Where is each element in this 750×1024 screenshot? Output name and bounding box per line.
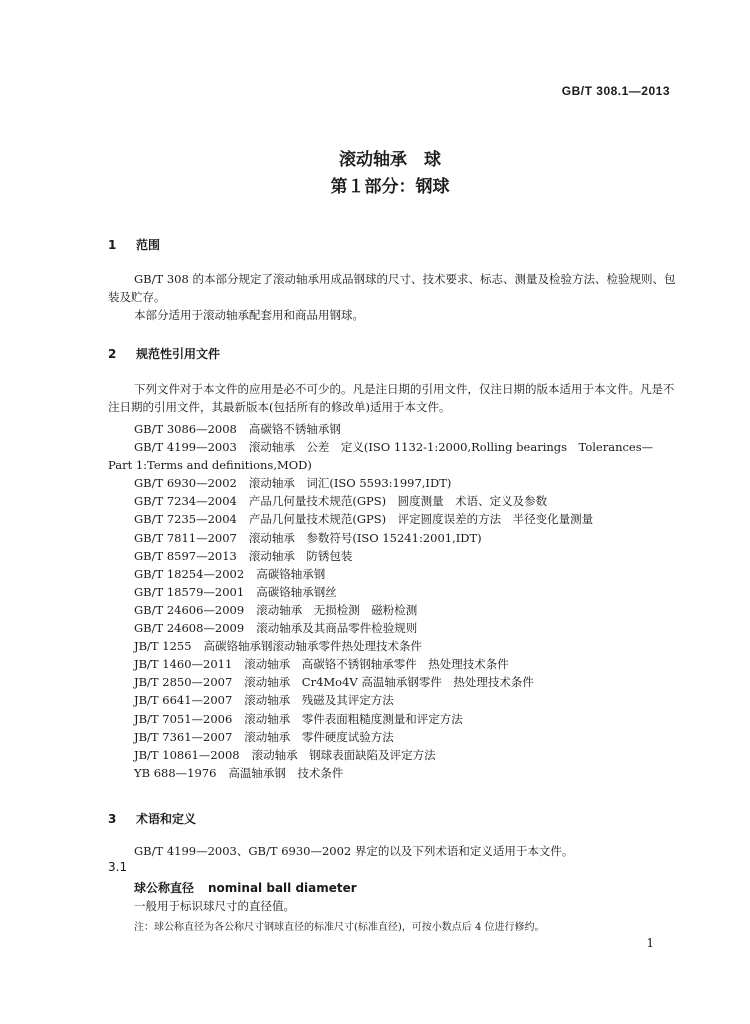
reference-title: 滚动轴承 防锈包装 xyxy=(248,548,353,563)
reference-code: GB/T 18254—2002 xyxy=(134,566,245,581)
reference-item xyxy=(108,529,682,547)
term-heading xyxy=(134,879,357,896)
section-1-paragraph-2: 本部分适用于滚动轴承配套用和商品用钢球。 xyxy=(134,308,364,322)
document-subtitle: 第１部分：钢球 xyxy=(330,177,450,197)
section-title: 术语和定义 xyxy=(136,812,197,826)
reference-code: JB/T 2850—2007 xyxy=(134,675,233,690)
reference-item xyxy=(108,691,682,709)
reference-title: 高碳铬不锈轴承钢 xyxy=(248,422,341,436)
reference-item xyxy=(108,510,682,528)
standard-code: GB/T 308.1—2013 xyxy=(561,84,670,98)
reference-code: GB/T 8597—2013 xyxy=(134,548,237,563)
reference-code: GB/T 7235—2004 xyxy=(134,512,237,527)
reference-title: 滚动轴承 词汇(ISO 5593:1997,IDT) xyxy=(248,476,452,491)
reference-code: GB/T 24606—2009 xyxy=(134,602,245,617)
section-3-intro: GB/T 4199—2003、GB/T 6930—2002 界定的以及下列术语和定义适用于本文件。 xyxy=(134,844,574,858)
section-2-intro: 下列文件对于本文件的应用是必不可少的。凡是注日期的引用文件，仅注日期的版本适用于本文件。凡是不注日期的引用文件，其最新版本(包括所有的修改单)适用于本文件。 xyxy=(108,382,675,414)
reference-item xyxy=(108,673,682,691)
document-title: 滚动轴承 球 xyxy=(339,150,441,170)
reference-item xyxy=(108,764,682,782)
reference-item xyxy=(108,474,682,492)
normative-reference-list xyxy=(108,420,682,782)
reference-code: JB/T 1460—2011 xyxy=(134,657,233,672)
reference-code: GB/T 18579—2001 xyxy=(134,584,245,599)
reference-title: 产品几何量技术规范(GPS) 圆度测量 术语、定义及参数 xyxy=(248,494,548,509)
reference-item xyxy=(108,565,682,583)
reference-title: 滚动轴承 高碳铬不锈钢轴承零件 热处理技术条件 xyxy=(244,657,509,672)
term-definition: 一般用于标识球尺寸的直径值。 xyxy=(134,899,295,913)
reference-code: JB/T 10861—2008 xyxy=(134,747,240,762)
term-english: nominal ball diameter xyxy=(208,881,357,895)
reference-item xyxy=(108,746,682,764)
term-chinese: 球公称直径 xyxy=(134,881,195,895)
section-number: 3 xyxy=(108,812,117,826)
page-number: 1 xyxy=(646,936,654,950)
term-number: 3.1 xyxy=(108,860,128,874)
reference-title: 滚动轴承 Cr4Mo4V 高温轴承钢零件 热处理技术条件 xyxy=(244,675,534,690)
section-number: 2 xyxy=(108,347,117,361)
reference-title: 高碳铬轴承钢 xyxy=(256,566,326,581)
reference-title: 滚动轴承 无损检测 磁粉检测 xyxy=(256,602,418,617)
reference-title: 滚动轴承 钢球表面缺陷及评定方法 xyxy=(251,747,436,762)
reference-title: 滚动轴承及其商品零件检验规则 xyxy=(256,621,418,636)
section-1-paragraph-1: GB/T 308 的本部分规定了滚动轴承用成品钢球的尺寸、技术要求、标志、测量及检验方法、检验规则、包装及贮存。 xyxy=(108,272,676,304)
reference-code: GB/T 7234—2004 xyxy=(134,494,237,509)
section-number: 1 xyxy=(108,238,117,252)
reference-title: 高碳铬轴承钢滚动轴承零件热处理技术条件 xyxy=(203,639,423,654)
reference-item xyxy=(108,456,682,474)
reference-code: JB/T 1255 xyxy=(134,639,192,654)
reference-item xyxy=(108,492,682,510)
reference-title: 滚动轴承 零件表面粗糙度测量和评定方法 xyxy=(244,711,463,726)
reference-item xyxy=(108,601,682,619)
reference-title: 滚动轴承 残磁及其评定方法 xyxy=(244,693,394,708)
section-title: 规范性引用文件 xyxy=(136,347,221,361)
reference-code: GB/T 7811—2007 xyxy=(134,530,237,545)
reference-code: GB/T 24608—2009 xyxy=(134,621,245,636)
reference-code: JB/T 6641—2007 xyxy=(134,693,233,708)
reference-item xyxy=(108,728,682,746)
reference-title: 滚动轴承 公差 定义(ISO 1132-1:2000,Rolling bearings Tolerances— xyxy=(248,440,654,455)
section-3-heading xyxy=(108,810,196,827)
reference-title: Part 1:Terms and definitions,MOD) xyxy=(108,458,312,473)
reference-code: YB 688—1976 xyxy=(134,765,217,780)
reference-title: 滚动轴承 参数符号(ISO 15241:2001,IDT) xyxy=(248,530,482,545)
reference-item xyxy=(108,583,682,601)
reference-code: GB/T 6930—2002 xyxy=(134,476,237,491)
reference-item xyxy=(108,655,682,673)
reference-item xyxy=(108,637,682,655)
reference-item xyxy=(108,438,682,456)
reference-item xyxy=(108,420,682,438)
reference-code: JB/T 7051—2006 xyxy=(134,711,233,726)
reference-code: JB/T 7361—2007 xyxy=(134,729,233,744)
reference-item xyxy=(108,710,682,728)
reference-title: 高碳铬轴承钢丝 xyxy=(256,584,337,599)
section-2-heading xyxy=(108,345,220,362)
reference-title: 产品几何量技术规范(GPS) 评定圆度误差的方法 半径变化量测量 xyxy=(248,512,594,527)
reference-title: 滚动轴承 零件硬度试验方法 xyxy=(244,729,394,744)
section-title: 范围 xyxy=(136,238,161,252)
reference-item xyxy=(108,619,682,637)
reference-code: GB/T 3086—2008 xyxy=(134,422,237,436)
term-note: 注：球公称直径为各公称尺寸钢球直径的标准尺寸(标准直径)，可按小数点后 4 位进行修约。 xyxy=(134,922,545,933)
reference-code: GB/T 4199—2003 xyxy=(134,440,237,455)
reference-title: 高温轴承钢 技术条件 xyxy=(228,765,344,780)
section-1-heading xyxy=(108,236,160,253)
reference-item xyxy=(108,547,682,565)
